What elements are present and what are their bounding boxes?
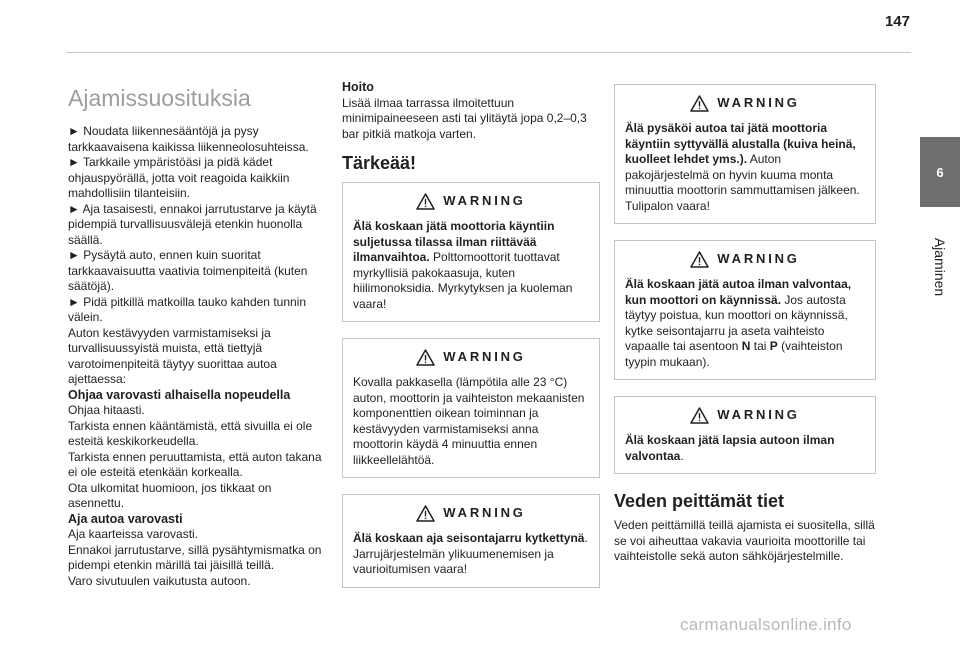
warning-triangle-icon bbox=[416, 349, 435, 366]
warning-triangle-icon bbox=[416, 505, 435, 522]
intro-text: Auton kestävyyden varmistamiseksi ja turvallisuussyistä muista, että tiettyjä varotoimenpiteitä täytyy suorittaa autoa ajettaessa: bbox=[68, 325, 277, 386]
warning-box bbox=[342, 182, 600, 322]
warning-box bbox=[342, 494, 600, 588]
warning-body: (vaihteiston tyypin mukaan). bbox=[625, 339, 843, 369]
warning-header bbox=[353, 495, 589, 531]
warning-text bbox=[353, 531, 589, 578]
warning-triangle-icon bbox=[690, 251, 709, 268]
warning-body: Jos autosta täytyy poistua, kun moottori on käynnissä, kytke seisontajarru ja aseta vaihteisto vapaalle tai asentoon bbox=[625, 292, 848, 353]
page-number: 147 bbox=[884, 13, 910, 30]
column-care-important bbox=[342, 80, 600, 604]
low-speed-line: Tarkista ennen kääntämistä, että sivuilla ei ole esteitä keskikorkeudella. bbox=[68, 418, 313, 448]
warning-text bbox=[625, 277, 865, 370]
low-speed-line: Ota ulkomitat huomioon, jos tikkaat on asennettu. bbox=[68, 480, 272, 510]
flooded-roads-text: Veden peittämillä teillä ajamista ei suositella, sillä se voi aiheuttaa vakavia vaurioita moottorille tai vaihteistolle sekä auton sähköjärjestelmille. bbox=[614, 518, 875, 563]
warning-header bbox=[353, 183, 589, 219]
warning-triangle-icon bbox=[416, 193, 435, 210]
chapter-title: Ajaminen bbox=[932, 237, 948, 297]
warning-title: WARNING bbox=[717, 251, 800, 267]
warning-body: tai bbox=[750, 339, 770, 353]
low-speed-heading: Ohjaa varovasti alhaisella nopeudella bbox=[68, 387, 291, 402]
careful-heading: Aja autoa varovasti bbox=[68, 511, 183, 526]
warning-header bbox=[625, 85, 865, 121]
important-title: Tärkeää! bbox=[342, 153, 417, 173]
watermark: carmanualsonline.info bbox=[680, 615, 852, 634]
warning-title: WARNING bbox=[443, 505, 526, 521]
warning-body: Auton pakojärjestelmä on hyvin kuuma monta minuuttia moottorin sammuttamisen jälkeen. Tulipalon vaara! bbox=[625, 152, 860, 213]
warning-header bbox=[625, 241, 865, 277]
tip-bullet: ► Noudata liikennesääntöjä ja pysy tarkkaavaisena kaikissa liikenneolosuhteissa. bbox=[68, 124, 309, 154]
chapter-label bbox=[920, 212, 960, 322]
warning-header bbox=[353, 339, 589, 375]
warning-text bbox=[353, 219, 589, 312]
warning-body: . Jarrujärjestelmän ylikuumenemisen ja vaurioitumisen vaara! bbox=[353, 531, 588, 576]
gear-n-label: N bbox=[741, 339, 751, 353]
careful-line: Ennakoi jarrutustarve, sillä pysähtymismatka on pidempi etenkin märillä tai jäisillä teillä. bbox=[68, 542, 322, 572]
warning-text bbox=[625, 121, 865, 214]
tip-bullet: ► Pidä pitkillä matkoilla tauko kahden tunnin välein. bbox=[68, 294, 307, 324]
warning-body: Kovalla pakkasella (lämpötila alle 23 °C) auton, moottorin ja vaihteiston mekaanisten komponenttien oikean toiminnan ja kestävyyden varmistamiseksi anna moottorin käydä 4 minuuttia ennen liikkeellelähtöä. bbox=[353, 375, 585, 467]
warning-box bbox=[614, 240, 876, 380]
warning-bold: Älä koskaan jätä moottoria käyntiin suljetussa tilassa ilman riittävää ilmanvaihtoa. bbox=[353, 219, 555, 264]
warning-body: . bbox=[680, 448, 684, 463]
warning-text bbox=[353, 375, 589, 468]
gear-p-label: P bbox=[769, 339, 778, 353]
careful-line: Aja kaarteissa varovasti. bbox=[68, 527, 199, 541]
warning-bold: Älä koskaan jätä lapsia autoon ilman valvontaa bbox=[625, 433, 835, 463]
warning-box bbox=[614, 84, 876, 224]
warning-text bbox=[625, 433, 865, 464]
flooded-roads-title: Veden peittämät tiet bbox=[614, 491, 785, 511]
warning-triangle-icon bbox=[690, 407, 709, 424]
page-title: Ajamissuosituksia bbox=[68, 85, 251, 111]
top-rule bbox=[66, 52, 911, 53]
care-heading: Hoito bbox=[342, 80, 374, 94]
warning-title: WARNING bbox=[443, 349, 526, 365]
tip-bullet: ► Tarkkaile ympäristöäsi ja pidä kädet ohjauspyörällä, jotta voit reagoida kaikkiin mahdollisiin tilanteisiin. bbox=[68, 155, 290, 200]
warning-body: Polttomoottorit tuottavat myrkyllisiä pakokaasuja, kuten hiilimonoksidia. Myrkytyksen ja kuoleman vaara! bbox=[353, 250, 573, 311]
tip-bullet: ► Pysäytä auto, ennen kuin suoritat tarkkaavaisuutta vaativia toimenpiteitä (kuten säätöjä). bbox=[68, 248, 308, 293]
chapter-number: 6 bbox=[936, 164, 944, 180]
warning-title: WARNING bbox=[717, 95, 800, 111]
column-warnings-water bbox=[614, 84, 876, 565]
warning-bold: Älä pysäköi autoa tai jätä moottoria käyntiin syttyvällä alustalla (kuiva heinä, kuolleet lehdet yms.). bbox=[625, 121, 856, 166]
column-driving-tips bbox=[68, 80, 324, 589]
warning-title: WARNING bbox=[443, 193, 526, 209]
warning-header bbox=[625, 397, 865, 433]
warning-bold: Älä koskaan aja seisontajarru kytkettynä bbox=[353, 531, 585, 545]
warning-triangle-icon bbox=[690, 95, 709, 112]
tip-bullet: ► Aja tasaisesti, ennakoi jarrutustarve ja käytä pidempiä turvallisuusvälejä etenkin huonolla säällä. bbox=[68, 201, 317, 247]
warning-bold: Älä koskaan jätä autoa ilman valvontaa, kun moottori on käynnissä. bbox=[625, 277, 852, 307]
low-speed-line: Ohjaa hitaasti. bbox=[68, 403, 145, 417]
care-text: Lisää ilmaa tarrassa ilmoitettuun minimipaineeseen asti tai ylitäytä jopa 0,2–0,3 bar pitkiä matkoja varten. bbox=[342, 95, 587, 141]
warning-title: WARNING bbox=[717, 407, 800, 423]
careful-line: Varo sivutuulen vaikutusta autoon. bbox=[68, 573, 251, 588]
warning-box bbox=[342, 338, 600, 478]
warning-box bbox=[614, 396, 876, 474]
low-speed-line: Tarkista ennen peruuttamista, että auton takana ei ole esteitä etenkään korkealla. bbox=[68, 449, 322, 479]
chapter-tab[interactable] bbox=[920, 137, 960, 207]
